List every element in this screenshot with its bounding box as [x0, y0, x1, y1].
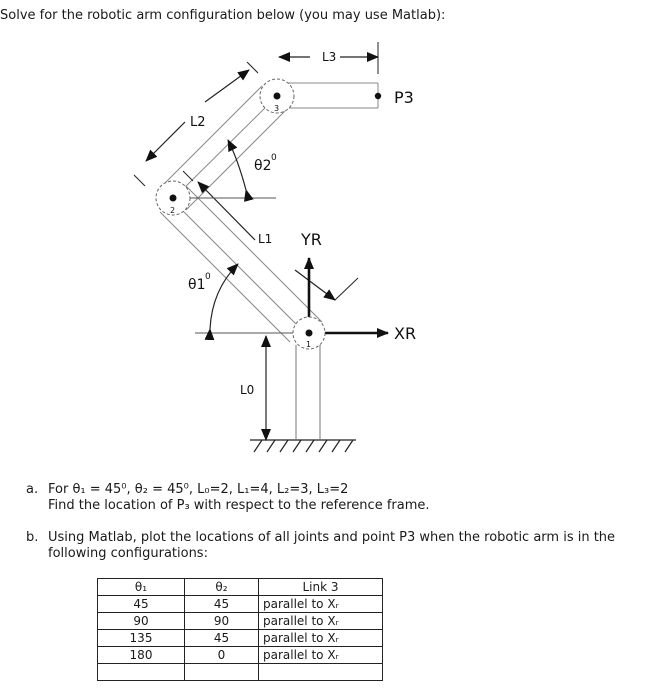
table-row: [98, 596, 383, 613]
label-l1: L1: [258, 232, 273, 246]
label-yr: YR: [301, 230, 322, 249]
label-l3: L3: [322, 50, 337, 64]
cell-link3: parallel to Xᵣ: [259, 596, 383, 613]
cell-theta2: 0: [185, 647, 259, 664]
part-a-line-1: For θ₁ = 45⁰, θ₂ = 45⁰, L₀=2, L₁=4, L₂=3, L₃=2: [48, 482, 349, 497]
header-theta1: θ₁: [98, 579, 185, 596]
cell-theta2: [185, 664, 259, 681]
label-xr: XR: [394, 324, 417, 343]
point-p3: [375, 93, 381, 99]
label-theta2-deg: 0: [271, 153, 277, 163]
intro-text: Solve for the robotic arm configuration below (you may use Matlab):: [0, 8, 446, 23]
cell-theta1: 45: [98, 596, 185, 613]
cell-theta2: 90: [185, 613, 259, 630]
ground-hatch: [250, 440, 356, 452]
cell-link3: parallel to Xᵣ: [259, 630, 383, 647]
header-link3: Link 3: [259, 579, 383, 596]
part-a-marker: a.: [26, 482, 39, 497]
base-link: [296, 345, 320, 440]
cell-theta2: 45: [185, 596, 259, 613]
table-row: [98, 647, 383, 664]
cell-link3: parallel to Xᵣ: [259, 613, 383, 630]
configuration-table: [97, 578, 383, 681]
cell-theta2: 45: [185, 630, 259, 647]
cell-theta1: 180: [98, 647, 185, 664]
joint-2-number: 2: [170, 206, 176, 215]
theta1-arc: [210, 264, 238, 329]
cell-theta1: 135: [98, 630, 185, 647]
header-theta2: θ₂: [185, 579, 259, 596]
label-p3: P3: [394, 88, 414, 107]
part-b-line-1: Using Matlab, plot the locations of all joints and point P3 when the robotic arm is in the: [48, 530, 616, 545]
label-theta2: θ2: [254, 158, 272, 174]
cell-theta1: [98, 664, 185, 681]
table-row: [98, 630, 383, 647]
cell-link3: [259, 664, 383, 681]
joint-3-number: 3: [274, 104, 280, 113]
cell-theta1: 90: [98, 613, 185, 630]
label-l2: L2: [190, 115, 206, 130]
part-b-marker: b.: [26, 530, 39, 545]
cell-link3: parallel to Xᵣ: [259, 647, 383, 664]
table-row: [98, 613, 383, 630]
label-theta1: θ1: [188, 277, 206, 293]
part-a-line-2: Find the location of P₃ with respect to the reference frame.: [48, 498, 430, 513]
label-theta1-deg: 0: [205, 272, 211, 282]
label-l0: L0: [240, 383, 255, 397]
table-header-row: [98, 579, 383, 596]
joint-1-number: 1: [306, 340, 312, 349]
table-row: [98, 664, 383, 681]
part-b-line-2: following configurations:: [48, 546, 208, 561]
